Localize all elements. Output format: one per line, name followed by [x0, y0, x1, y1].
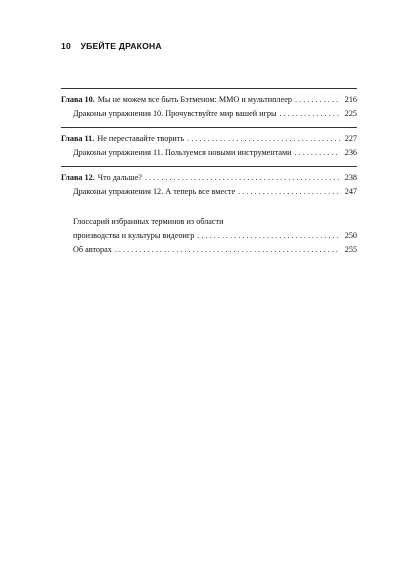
chapter-label: Глава 10. — [61, 95, 95, 104]
chapter-page-number: 227 — [344, 134, 357, 143]
chapter-label: Глава 11. — [61, 134, 95, 143]
toc-group-chapter-12 — [61, 166, 357, 199]
dot-leader — [238, 185, 340, 199]
toc-group-back-matter — [61, 215, 357, 257]
glossary-page-number: 250 — [344, 231, 357, 240]
toc-entry-chapter-11 — [61, 132, 357, 146]
chapter-page-number: 238 — [344, 173, 357, 182]
toc-entry-chapter-12 — [61, 171, 357, 185]
divider-rule — [61, 88, 357, 89]
chapter-title: Что дальше? — [97, 173, 142, 182]
dot-leader — [295, 146, 340, 160]
running-head-title: УБЕЙТЕ ДРАКОНА — [80, 41, 162, 51]
exercise-title: Драконьи упражнения 10. Прочувствуйте мир вашей игры — [73, 109, 277, 118]
toc-entry-chapter-10 — [61, 93, 357, 107]
toc-entry-exercise-11 — [61, 146, 357, 160]
authors-title: Об авторах — [73, 245, 112, 254]
toc-entry-glossary — [61, 229, 357, 243]
exercise-page-number: 225 — [344, 109, 357, 118]
toc-entry-authors — [61, 243, 357, 257]
divider-rule — [61, 127, 357, 128]
toc-entry-exercise-12 — [61, 185, 357, 199]
toc-group-chapter-10 — [61, 88, 357, 121]
dot-leader — [187, 132, 340, 146]
toc-entry-glossary-line1 — [61, 215, 357, 229]
page-number: 10 — [61, 41, 71, 51]
glossary-title-line2: производства и культуры видеоигр — [73, 231, 195, 240]
divider-rule — [61, 166, 357, 167]
dot-leader — [197, 229, 340, 243]
dot-leader — [295, 93, 340, 107]
exercise-title: Драконьи упражнения 11. Пользуемся новыми инструментами — [73, 148, 292, 157]
chapter-page-number: 216 — [344, 95, 357, 104]
dot-leader — [280, 107, 341, 121]
toc-group-chapter-11 — [61, 127, 357, 160]
exercise-page-number: 236 — [344, 148, 357, 157]
chapter-label: Глава 12. — [61, 173, 95, 182]
chapter-title: Не переставайте творить — [97, 134, 185, 143]
authors-page-number: 255 — [344, 245, 357, 254]
glossary-title-line1: Глоссарий избранных терминов из области — [73, 217, 224, 226]
exercise-title: Драконьи упражнения 12. А теперь все вместе — [73, 187, 236, 196]
dot-leader — [115, 243, 340, 257]
chapter-title: Мы не можем все быть Бэтменом: ММО и мультиплеер — [97, 95, 293, 104]
dot-leader — [145, 171, 340, 185]
exercise-page-number: 247 — [344, 187, 357, 196]
toc-entry-exercise-10 — [61, 107, 357, 121]
running-head — [61, 41, 162, 51]
table-of-contents — [61, 84, 357, 263]
